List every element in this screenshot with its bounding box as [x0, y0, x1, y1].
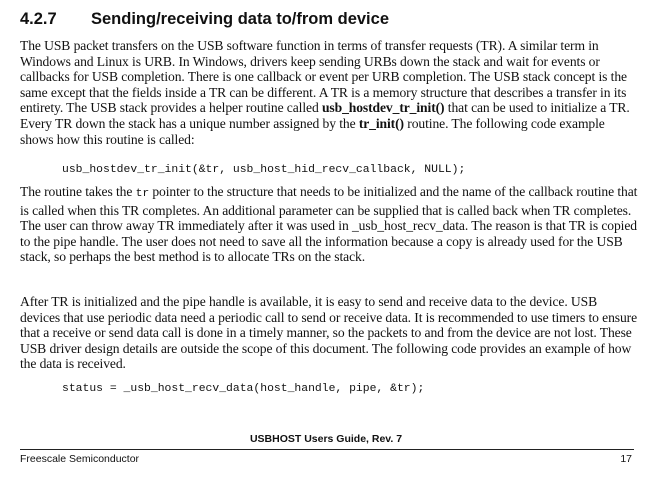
paragraph-routine-text-1: The routine takes the: [20, 184, 136, 199]
section-heading: [20, 9, 389, 29]
footer-divider: [20, 449, 634, 450]
paragraph-intro: [20, 38, 640, 147]
function-name-hostdev-tr-init: usb_hostdev_tr_init(): [321, 100, 445, 116]
section-title: Sending/receiving data to/from device: [91, 10, 389, 28]
paragraph-intro-text-2: that can be used to initialize a TR. Every TR down the stack has a unique number assigned by the: [20, 100, 630, 131]
paragraph-intro-text-1: The USB packet transfers on the USB software function in terms of transfer requests (TR). A similar term in Windows and Linux is URB. In Windows, drivers keep sending URBs down the stack and wait for events or callbacks for USB completion. There is one callback or event per URB completion. The USB stack concept is the same except that the fields inside a TR can be different. A TR is a memory structure that describes a transfer in its entirety. The USB stack provides a helper routine called: [20, 38, 627, 116]
footer-document-title: USBHOST Users Guide, Rev. 7: [249, 433, 403, 445]
paragraph-routine-text-2: pointer to the structure that needs to be initialized and the name of the callback routine that is called when this TR completes. An additional parameter can be supplied that is called back when TR completes. The user can throw away TR immediately after it was used in _usb_host_recv_data. The reason is that TR is copied to the pipe handle. The user does not need to save all the information because a copy is already used for the USB stack, so perhaps the best method is to allocate TRs on the stack.: [20, 184, 638, 265]
section-number: 4.2.7: [20, 10, 57, 28]
paragraph-routine: [20, 184, 640, 265]
code-example-tr-init: usb_hostdev_tr_init(&tr, usb_host_hid_recv_callback, NULL);: [62, 164, 466, 176]
code-example-recv-data: status = _usb_host_recv_data(host_handle, pipe, &tr);: [62, 383, 425, 395]
inline-code-tr: tr: [135, 188, 150, 200]
paragraph-send-receive: After TR is initialized and the pipe handle is available, it is easy to send and receive data to the device. USB devices that use periodic data need a periodic call to send or receive data. It is recommended to use timers to ensure that a receive or send data call is done in a timely manner, so the packets to and from the device are not lost. These USB driver design details are outside the scope of this document. The following code provides an example of how the data is received.: [20, 294, 638, 372]
footer-page-number: 17: [620, 453, 632, 465]
footer-company: Freescale Semiconductor: [20, 453, 140, 465]
function-name-tr-init: tr_init(): [358, 115, 404, 131]
paragraph-intro-text-3: routine. The following code example shows how this routine is called:: [20, 115, 605, 147]
